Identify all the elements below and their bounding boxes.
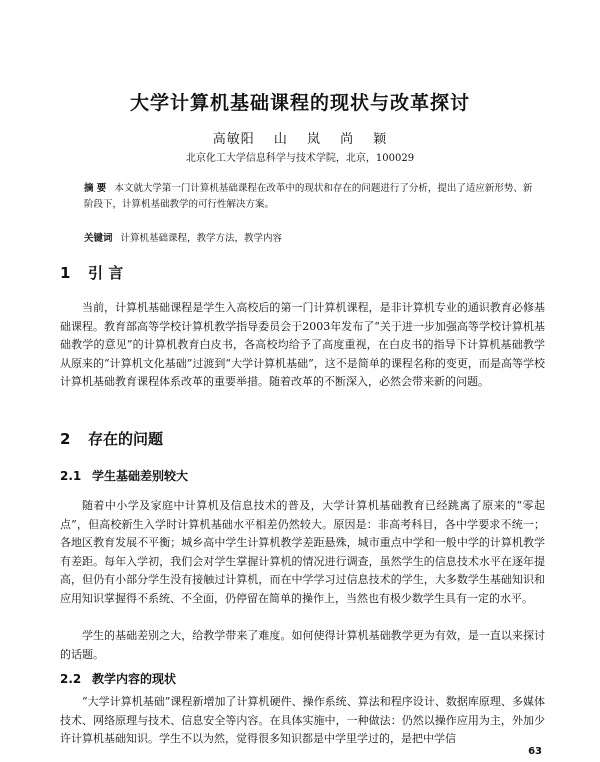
section-number: 2 bbox=[60, 430, 71, 448]
paragraph: 当前，计算机基础课程是学生入高校后的第一门计算机课程，是非计算机专业的通识教育必修基础课程。教育部高等学校计算机教学指导委员会于2003年发布了“关于进一步加强高等学校计算机基础教学的意见”的计算机教育白皮书，各高校均给予了高度重视，在白皮书的指导下计算机基础教学从原来的“计算机文化基础”过渡到“大学计算机基础”，这不是简单的课程名称的变更，而是高等学校计算机基础教育课程体系改革的重要举措。随着改革的不断深入，必然会带来新的问题。 bbox=[60, 301, 545, 389]
affiliation: 北京化工大学信息科学与技术学院，北京，100029 bbox=[185, 153, 415, 164]
page-number: 63 bbox=[528, 746, 542, 757]
keywords-text: 计算机基础课程，教学方法，教学内容 bbox=[120, 233, 283, 244]
section-heading-1 bbox=[60, 262, 123, 283]
keywords bbox=[84, 230, 534, 244]
abstract-text: 本文就大学第一门计算机基础课程在改革中的现状和存在的问题进行了分析，提出了适应新形势、新阶段下，计算机基础教学的可行性解决方案。 bbox=[84, 183, 533, 210]
subsection-number: 2.2 bbox=[60, 672, 82, 686]
section-heading-2 bbox=[60, 428, 163, 449]
abstract-label: 摘 要 bbox=[84, 183, 107, 194]
paper-title: 大学计算机基础课程的现状与改革探讨 bbox=[129, 92, 470, 114]
subsection-heading-2-2 bbox=[60, 670, 176, 687]
abstract bbox=[84, 181, 534, 213]
paragraph: “大学计算机基础”课程新增加了计算机硬件、操作系统、算法和程序设计、数据库原理、多媒体技术、网络原理与技术、信息安全等内容。在具体实施中，一种做法：仍然以操作应用为主，外加少许计算机基础知识。学生不以为然，觉得很多知识都是中学里学过的，是把中学信 bbox=[60, 695, 545, 746]
subsection-number: 2.1 bbox=[60, 469, 82, 483]
paragraph: 学生的基础差别之大，给教学带来了难度。如何使得计算机基础教学更为有效，是一直以来探讨的话题。 bbox=[60, 629, 545, 661]
section-title: 引 言 bbox=[88, 264, 124, 282]
section-number: 1 bbox=[60, 264, 71, 282]
paragraph: 随着中小学及家庭中计算机及信息技术的普及，大学计算机基础教育已经跳离了原来的“零起点”，但高校新生入学时计算机基础水平相差仍然较大。原因是：非高考科目，各中学要求不统一；各地区教育发展不平衡；城乡高中学生计算机教学差距悬殊，城市重点中学和一般中学的计算机教学有差距。每年入学初，我们会对学生掌握计算机的情况进行调查，虽然学生的信息技术水平在逐年提高，但仍有小部分学生没有接触过计算机，而在中学学习过信息技术的学生，大多数学生基础知识和应用知识掌握得不系统、不全面，仍停留在简单的操作上，当然也有极少数学生具有一定的水平。 bbox=[60, 499, 545, 605]
author-list: 高敏阳 山 岚 尚 颖 bbox=[212, 132, 388, 147]
subsection-title: 学生基础差别较大 bbox=[92, 469, 189, 483]
keywords-label: 关键词 bbox=[84, 233, 113, 244]
subsection-title: 教学内容的现状 bbox=[92, 672, 177, 686]
section-title: 存在的问题 bbox=[88, 430, 164, 448]
subsection-heading-2-1 bbox=[60, 467, 188, 484]
